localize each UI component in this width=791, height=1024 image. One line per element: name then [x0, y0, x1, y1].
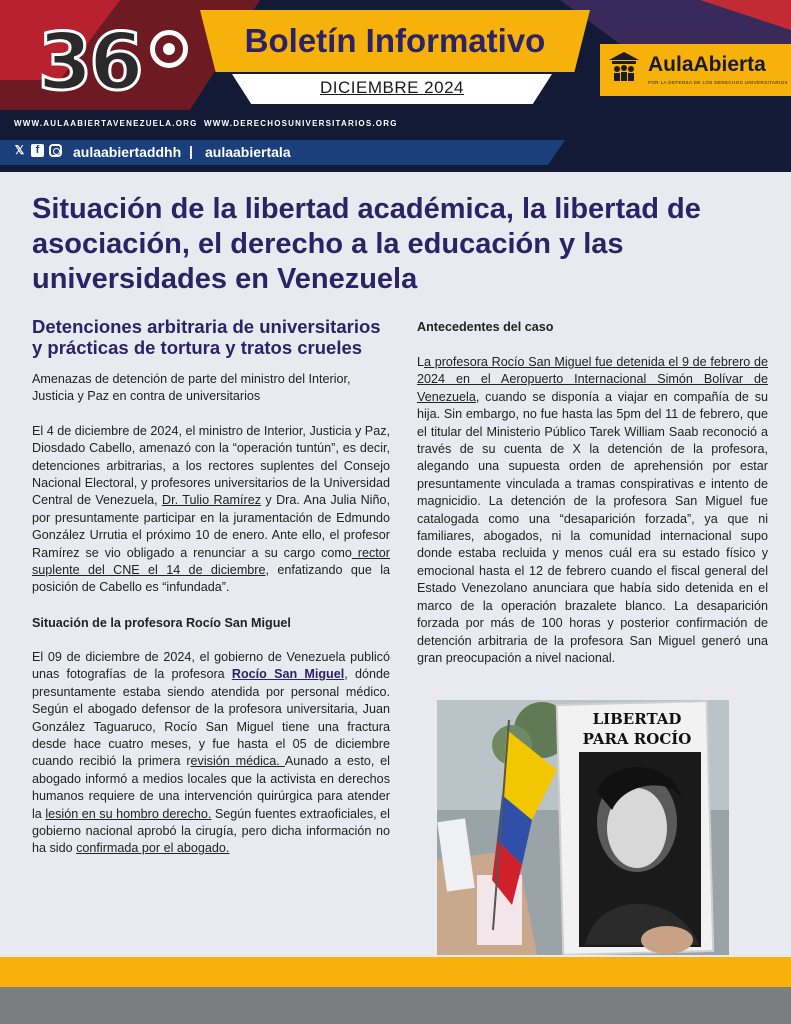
paragraph-rocio-medical: El 09 de diciembre de 2024, el gobierno de Venezuela publicó unas fotografías de la profesora Rocío San Miguel, dónde presuntamente estaba siendo atendida por personal médico. Según el abogado defensor de la profesora universitaria, Juan González Taguaruco, Rocío San Miguel tiene una fractura desde hace cuatro meses, y fue hasta el 05 de diciembre cuando recibió la primera revisión médica. Aunado a esto, el abogado informó a medios locales que la activista en derechos humanos requiere de una intervención quirúrgica para atender la lesión en su hombro derecho. Según fuentes extraoficiales, el gobierno nacional aprobó la cirugía, pero dicha información no ha sido confirmada por el abogado.	[32, 649, 390, 856]
target-icon	[150, 30, 188, 68]
footer-yellow-band	[0, 957, 791, 987]
website-link-derechos[interactable]: WWW.DERECHOSUNIVERSITARIOS.ORG	[204, 119, 398, 128]
sign-text-libertad: LIBERTAD	[592, 710, 682, 728]
website-link-aulaabierta[interactable]: WWW.AULAABIERTAVENEZUELA.ORG	[14, 119, 198, 128]
bulletin-header	[0, 0, 791, 172]
logo-name: AulaAbierta	[648, 53, 766, 76]
link-confirmada-abogado[interactable]: confirmada por el abogado.	[76, 841, 230, 856]
heading-rocio-situation: Situación de la profesora Rocío San Miguel	[32, 615, 291, 630]
link-revision-medica[interactable]: evisión médica.	[190, 754, 285, 769]
link-lesion-hombro[interactable]: lesión en su hombro derecho.	[45, 806, 212, 821]
facebook-icon[interactable]: f	[31, 144, 44, 157]
section-subtitle: Detenciones arbitraria de universitarios y prácticas de tortura y tratos crueles	[32, 316, 381, 358]
link-tulio-ramirez[interactable]: Dr. Tulio Ramírez	[162, 493, 262, 508]
link-rector-suplente[interactable]: rector suplente del CNE el 14 de diciembre	[32, 545, 390, 578]
logo-subtitle: POR LA DEFENSA DE LOS DERECHOS UNIVERSITARIOS	[648, 80, 788, 85]
social-handle-secondary[interactable]: aulaabiertala	[205, 144, 291, 160]
heading-antecedentes: Antecedentes del caso	[417, 320, 554, 334]
link-detencion-aeropuerto[interactable]: a profesora Rocío San Miguel fue detenida el 9 de febrero de 2024 en el Aeropuerto Internacional Simón Bolívar de Venezuela	[417, 355, 768, 404]
right-column	[417, 316, 768, 667]
protest-photo	[437, 700, 729, 955]
x-icon[interactable]: 𝕏	[14, 143, 25, 157]
social-separator: |	[189, 143, 193, 159]
social-icons	[13, 144, 62, 157]
section-lead: Amenazas de detención de parte del ministro del Interior, Justicia y Paz en contra de universitarios	[32, 372, 351, 404]
bulletin-month: DICIEMBRE 2024	[320, 78, 464, 97]
instagram-icon[interactable]	[49, 144, 62, 157]
left-column	[32, 316, 390, 858]
paragraph-antecedentes: La profesora Rocío San Miguel fue detenida el 9 de febrero de 2024 en el Aeropuerto Internacional Simón Bolívar de Venezuela, cuando se disponía a viajar en compañía de su hija. Sin embargo, no fue hasta las 5pm del 11 de febrero, que el titular del Ministerio Público Tarek William Saab reconoció a través de su cuenta de X la detención de la profesora, alegando una supuesta orden de aprehensión por estar presuntamente vinculada a tramas conspirativas e intento de magnicidio. La detención de la profesora San Miguel fue catalogada como una “desaparición forzada”, ya que ni familiares, abogados, ni la comunidad internacional supo donde estaba recluida y menos cuál era su estado físico y emocional hasta el 12 de febrero cuando el fiscal general del Estado Venezolano anunciara que había sido detenida en el marco de la operación brazalete blanco. La desaparición forzada por más de 100 horas y posterior confirmación de detención arbitraria de la profesora San Miguel generó una gran preocupación a nivel nacional.	[417, 355, 768, 665]
paragraph-cabello-threat: El 4 de diciembre de 2024, el ministro de Interior, Justicia y Paz, Diosdado Cabello, amenazó con la “operación tuntún”, es decir, detenciones arbitrarias, a los rectores suplentes del Consejo Nacional Electoral, y profesores universitarios de la Universidad Central de Venezuela, Dr. Tulio Ramírez y Dra. Ana Julia Niño, por presuntamente participar en la juramentación de Edmundo González Urrutia el próximo 10 de enero. Ante ello, el profesor Ramírez se vio obligado a renunciar a su cargo como rector suplente del CNE el 14 de diciembre, enfatizando que la posición de Cabello es “infundada”.	[32, 423, 390, 595]
social-handle-primary[interactable]: aulaabiertaddhh	[73, 144, 182, 160]
issue-number: 36	[38, 18, 141, 108]
aulaabierta-logo-icon	[608, 50, 640, 82]
link-rocio-san-miguel[interactable]: Rocío San Miguel	[231, 667, 345, 682]
bulletin-title: Boletín Informativo	[244, 22, 546, 59]
article-title: Situación de la libertad académica, la libertad de asociación, el derecho a la educación y las universidades en Venezuela	[32, 193, 701, 295]
sign-text-para-rocio: PARA ROCÍO	[582, 730, 692, 748]
footer-gray-band	[0, 987, 791, 1024]
